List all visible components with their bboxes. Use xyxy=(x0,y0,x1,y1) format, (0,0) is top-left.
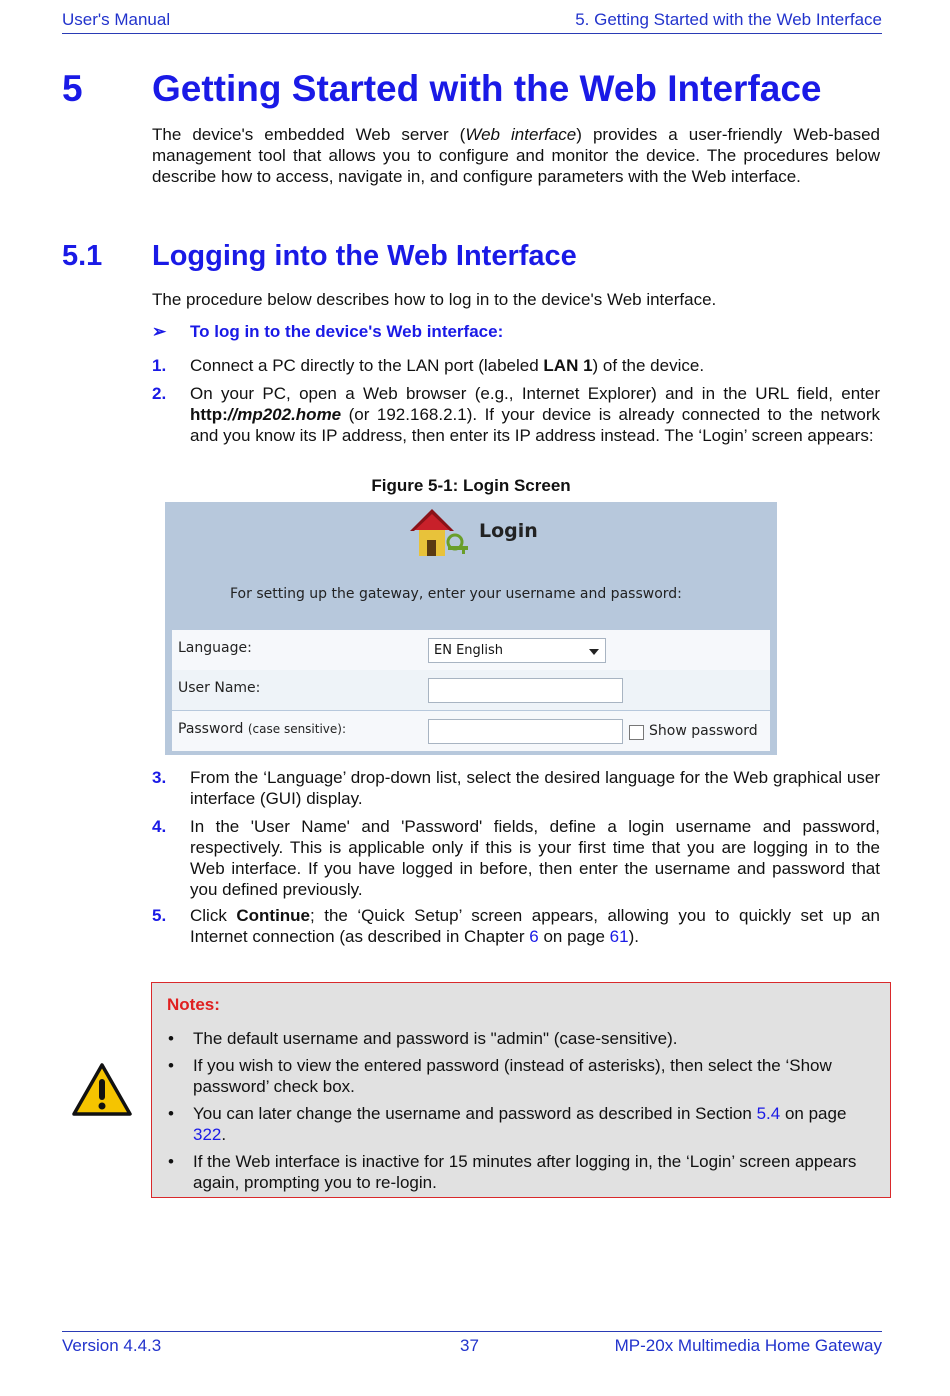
language-label: Language: xyxy=(178,640,252,656)
password-hint: (case sensitive): xyxy=(247,722,347,736)
language-row xyxy=(172,630,770,670)
step-text xyxy=(190,355,880,376)
footer-product: MP-20x Multimedia Home Gateway xyxy=(614,1336,882,1355)
chapter-intro xyxy=(152,124,880,187)
password-label-text: Password xyxy=(178,721,244,737)
step-text-part: ) of the device. xyxy=(592,356,705,375)
intro-text: The device's embedded Web server ( xyxy=(152,125,466,144)
step-number: 1. xyxy=(152,356,167,375)
arrow-icon: ➢ xyxy=(152,322,167,341)
step-text xyxy=(190,383,880,446)
step-text-part: ). xyxy=(628,927,639,946)
step-number: 4. xyxy=(152,817,167,836)
page-link[interactable]: 322 xyxy=(193,1125,222,1144)
username-input[interactable] xyxy=(428,678,623,703)
step-text-part: Connect a PC directly to the LAN port (labeled xyxy=(190,356,544,375)
bullet: • xyxy=(168,1029,174,1048)
note-text: The default username and password is "admin" (case-sensitive). xyxy=(193,1029,678,1048)
step-text-part: Click xyxy=(190,906,237,925)
step-number: 2. xyxy=(152,384,167,403)
note-text: If the Web interface is inactive for 15 minutes after logging in, the ‘Login’ screen appears again, prompting you to re-login. xyxy=(193,1152,857,1192)
step-text: In the 'User Name' and 'Password' fields, define a login username and password, respectively. This is applicable only if this is your first time that you are logging in to the Web interface. If you have logged in before, then enter the username and password that you defined previously. xyxy=(190,817,880,899)
step-text: From the ‘Language’ drop-down list, select the desired language for the Web graphical user interface (GUI) display. xyxy=(190,768,880,808)
section-title: Logging into the Web Interface xyxy=(152,240,577,272)
step-text xyxy=(190,905,880,947)
section-number: 5.1 xyxy=(62,240,103,272)
figure-caption: Figure 5-1: Login Screen xyxy=(371,476,571,495)
step-text-part: On your PC, open a Web browser (e.g., Internet Explorer) and in the URL field, enter xyxy=(190,384,880,403)
page-header xyxy=(62,10,882,34)
footer-version: Version 4.4.3 xyxy=(62,1336,162,1355)
step-text-part: ; the ‘Quick Setup’ screen appears, allowing you to quickly set up an Internet connection (as described in Chapter xyxy=(190,906,880,946)
password-row xyxy=(172,711,770,751)
intro-text-rest: ) provides a user-friendly Web-based management tool that allows you to configure and monitor the device. The procedures below describe how to access, navigate in, and configure parameters with the Web interface. xyxy=(152,125,880,186)
bullet: • xyxy=(168,1056,174,1075)
note-text-part: on page xyxy=(780,1104,847,1123)
note-text-part: You can later change the username and password as described in Section xyxy=(193,1104,757,1123)
chapter-number: 5 xyxy=(62,68,83,109)
step-bold: LAN 1 xyxy=(543,356,593,375)
step-bold: http: xyxy=(190,405,228,424)
language-select-value: EN English xyxy=(434,643,504,658)
page-number: 37 xyxy=(460,1336,479,1355)
step-number: 5. xyxy=(152,906,167,925)
intro-emphasis: Web interface xyxy=(465,125,577,144)
password-label xyxy=(178,721,346,737)
bullet: • xyxy=(168,1152,174,1171)
step-bold-italic: //mp202.home xyxy=(227,405,342,424)
step-text-part: (or 192.168.2.1). If your device is already connected to the network and you know its IP address, then enter its IP address instead. The ‘Login’ screen appears: xyxy=(190,405,880,445)
chevron-down-icon xyxy=(589,649,599,655)
username-label: User Name: xyxy=(178,680,261,696)
house-lock-icon xyxy=(410,508,472,562)
show-password-checkbox[interactable] xyxy=(629,725,644,740)
username-row xyxy=(172,670,770,710)
note-text-part: . xyxy=(221,1125,227,1144)
password-input[interactable] xyxy=(428,719,623,744)
chapter-title: Getting Started with the Web Interface xyxy=(152,68,822,109)
section-intro: The procedure below describes how to log in to the device's Web interface. xyxy=(152,290,717,309)
language-select[interactable] xyxy=(428,638,606,663)
step-number: 3. xyxy=(152,768,167,787)
warning-icon xyxy=(71,1062,133,1118)
page-link[interactable]: 61 xyxy=(609,927,629,946)
header-left: User's Manual xyxy=(62,10,171,29)
login-title: Login xyxy=(479,520,538,542)
show-password-label: Show password xyxy=(649,723,758,739)
notes-title: Notes: xyxy=(167,995,220,1014)
chapter-link[interactable]: 6 xyxy=(529,927,539,946)
section-link[interactable]: 5.4 xyxy=(756,1104,781,1123)
login-screenshot xyxy=(165,502,777,755)
step-bold: Continue xyxy=(236,906,311,925)
step-text-part: on page xyxy=(538,927,610,946)
procedure-title-text: To log in to the device's Web interface: xyxy=(190,322,504,341)
bullet: • xyxy=(168,1104,174,1123)
page-footer xyxy=(62,1331,882,1361)
notes-box xyxy=(151,982,891,1198)
note-text: If you wish to view the entered password (instead of asterisks), then select the ‘Show password’ check box. xyxy=(193,1056,832,1096)
header-right: 5. Getting Started with the Web Interface xyxy=(575,10,882,29)
login-intro: For setting up the gateway, enter your username and password: xyxy=(230,586,682,602)
note-text xyxy=(193,1103,873,1145)
